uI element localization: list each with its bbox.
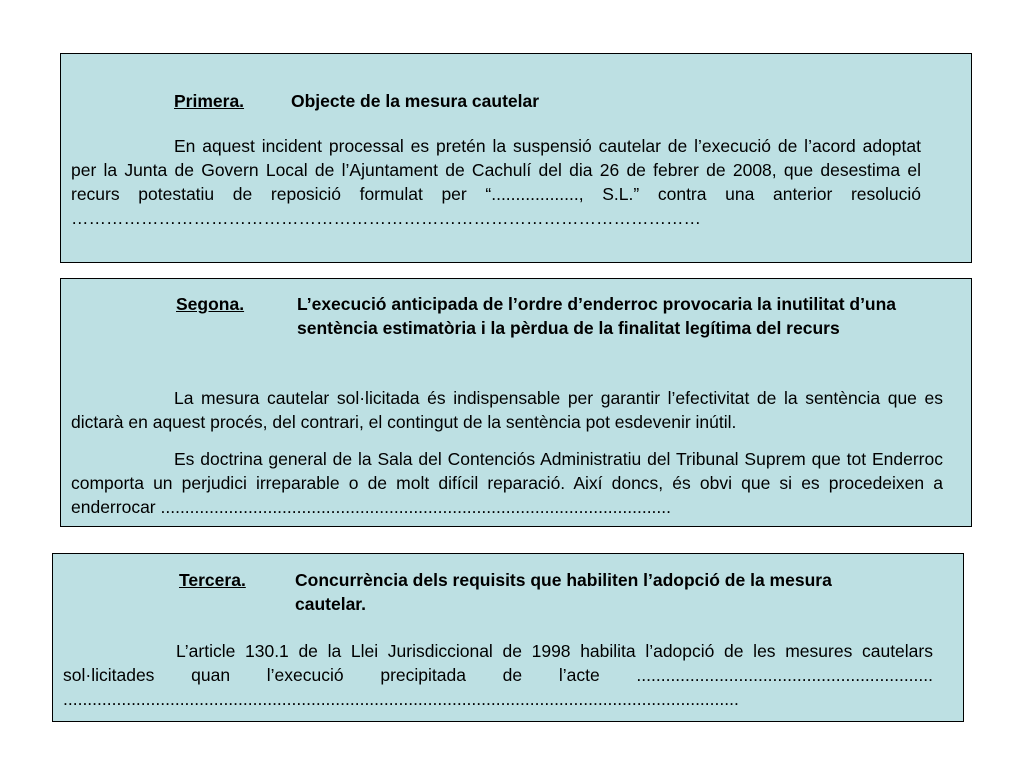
section-paragraph: Es doctrina general de la Sala del Contenciós Administratiu del Tribunal Suprem que tot Enderroc comporta un perjudici irreparable o de molt difícil reparació. Així doncs, és obvi que si es procedeixen a enderrocar ......................................................................................................... xyxy=(71,449,943,517)
section-paragraph: L’article 130.1 de la Llei Jurisdiccional de 1998 habilita l’adopció de les mesures cautelars sol·licitades quan l’execució precipitada de l’acte ............................................................. ........................................................................................................................................... xyxy=(63,641,933,709)
section-title: Objecte de la mesura cautelar xyxy=(291,91,540,111)
section-number: Segona. xyxy=(176,294,245,314)
section-title: L’execució anticipada de l’ordre d’enderroc provocaria la inutilitat d’una sentència estimatòria i la pèrdua de la finalitat legítima del recurs xyxy=(297,294,897,338)
section-segona xyxy=(60,278,972,527)
section-heading xyxy=(176,292,897,338)
section-paragraph: En aquest incident processal es pretén la suspensió cautelar de l’execució de l’acord adoptat per la Junta de Govern Local de l’Ajuntament de Cachulí del dia 26 de febrer de 2008, que desestima el recurs potestatiu de reposició formulat per “.................., S.L.” contra una anterior resolució ……………………………………………………………………………………………… xyxy=(71,136,921,228)
section-number: Primera. xyxy=(174,91,245,111)
section-tercera xyxy=(52,553,964,722)
section-paragraph: La mesura cautelar sol·licitada és indispensable per garantir l’efectivitat de la sentència que es dictarà en aquest procés, del contrari, el contingut de la sentència pot esdevenir inútil. xyxy=(71,388,943,432)
section-heading xyxy=(174,89,540,113)
section-number: Tercera. xyxy=(179,570,246,590)
section-title: Concurrència dels requisits que habiliten l’adopció de la mesura cautelar. xyxy=(295,570,832,614)
section-primera xyxy=(60,53,972,263)
section-heading xyxy=(179,568,832,614)
